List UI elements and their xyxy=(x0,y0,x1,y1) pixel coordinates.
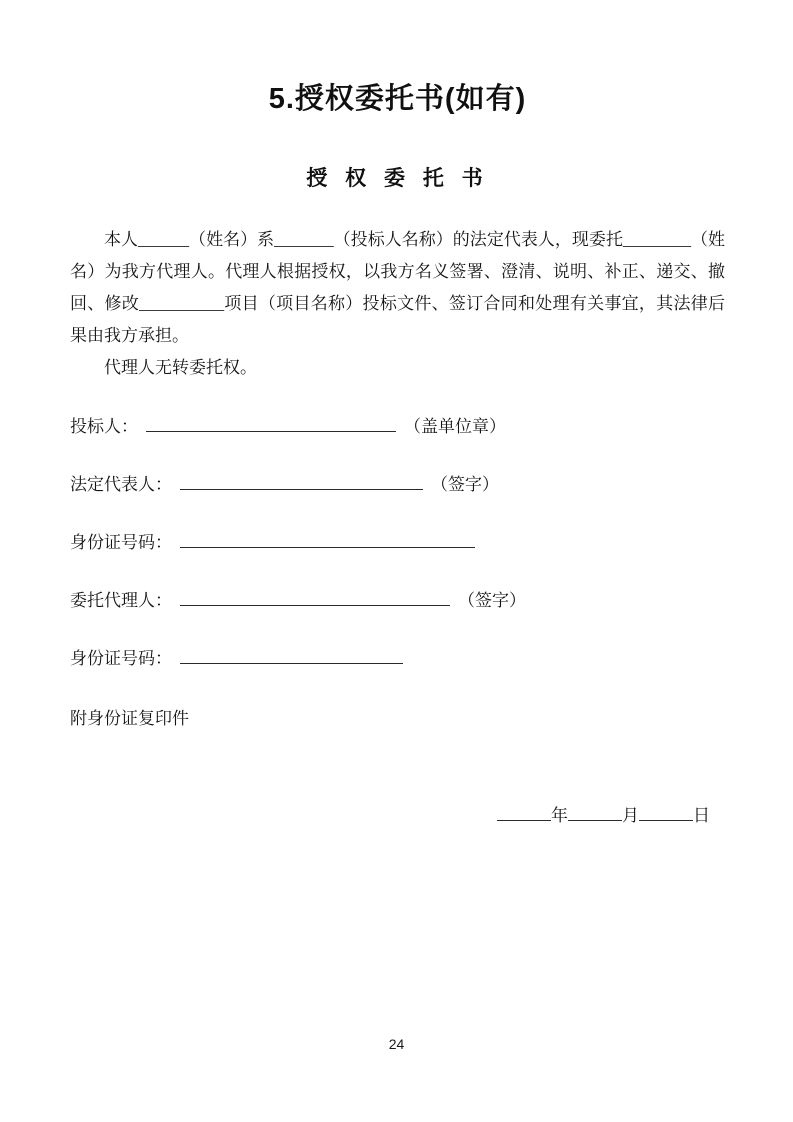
authorized-agent-blank-line xyxy=(180,588,450,606)
day-label: 日 xyxy=(693,806,710,825)
month-label: 月 xyxy=(622,806,639,825)
legal-representative-label: 法定代表人： xyxy=(70,475,172,494)
id-number-1-label: 身份证号码： xyxy=(70,533,172,552)
authorization-paragraph: 本人______（姓名）系_______（投标人名称）的法定代表人，现委托________（姓名）为我方代理人。代理人根据授权，以我方名义签署、澄清、说明、补正、递交、撤回、修改__________项目（项目名称）投标文件、签订合同和处理有关事宜，其法律后果由我方承担。 xyxy=(70,230,725,345)
bidder-blank-line xyxy=(146,414,396,432)
field-row-bidder xyxy=(70,414,725,436)
attachment-note: 附身份证复印件 xyxy=(70,709,189,728)
section-title: 5.授权委托书(如有) xyxy=(268,83,527,115)
signature-fields xyxy=(70,414,725,668)
field-row-id-number-2 xyxy=(70,646,725,668)
legal-representative-signature-note: （签字） xyxy=(431,475,499,494)
month-blank-line xyxy=(568,803,622,821)
document-title: 授 权 委 托 书 xyxy=(306,167,489,190)
authorized-agent-signature-note: （签字） xyxy=(458,591,526,610)
year-label: 年 xyxy=(551,806,568,825)
legal-representative-blank-line xyxy=(180,472,423,490)
field-row-legal-representative xyxy=(70,472,725,494)
day-blank-line xyxy=(639,803,693,821)
date-line xyxy=(70,803,725,828)
id-number-2-label: 身份证号码： xyxy=(70,649,172,668)
id-number-2-blank-line xyxy=(180,646,403,664)
id-number-1-blank-line xyxy=(180,530,475,548)
bidder-seal-note: （盖单位章） xyxy=(404,417,506,436)
bidder-label: 投标人： xyxy=(70,417,138,436)
field-row-id-number-1 xyxy=(70,530,725,552)
authorized-agent-label: 委托代理人： xyxy=(70,591,172,610)
page-number: 24 xyxy=(388,1036,405,1052)
year-blank-line xyxy=(497,803,551,821)
no-subdelegation-note: 代理人无转委托权。 xyxy=(104,358,257,377)
field-row-authorized-agent xyxy=(70,588,725,610)
